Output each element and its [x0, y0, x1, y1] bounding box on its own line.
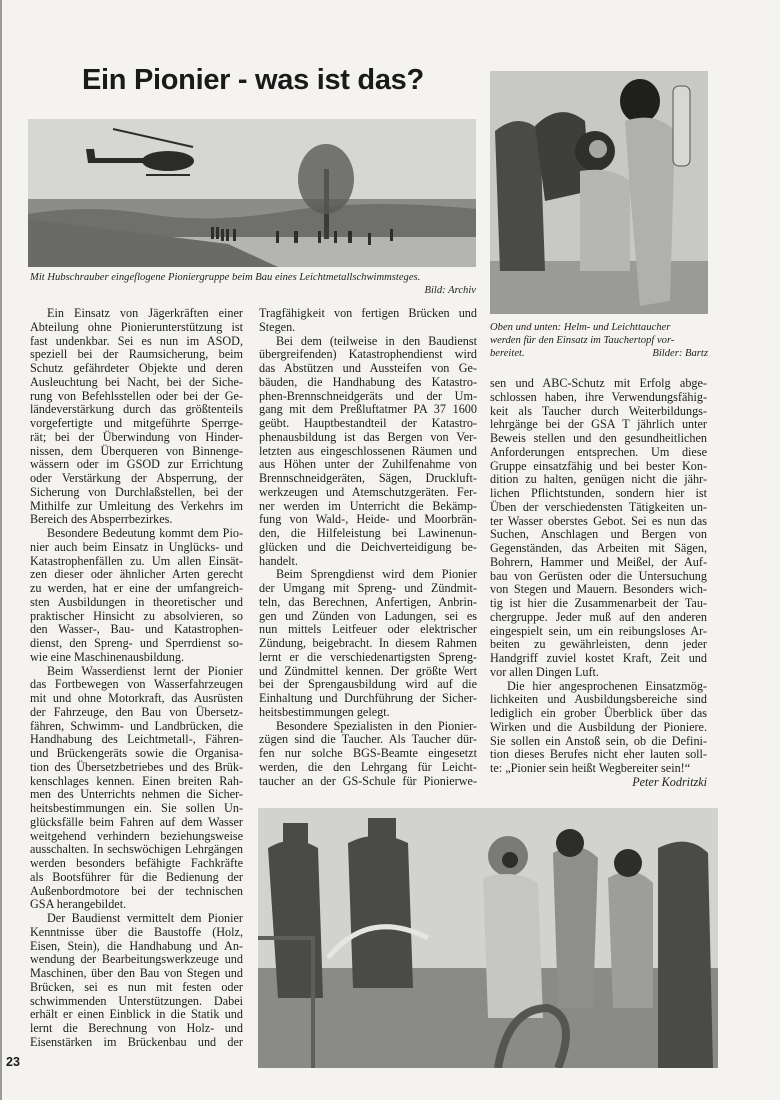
photo-credit: Bild: Archiv	[424, 285, 476, 297]
text-line: werden, die den Lehrgang für Leicht-	[259, 759, 477, 774]
text-line: Katastrophenfällen zu. Um allen Einsät-	[30, 553, 243, 568]
page-edge	[0, 0, 2, 1100]
text-line: das Fortbewegen von Wasserfahrzeugen	[30, 677, 243, 692]
text-line: bei der Sprengausbildung wird auf die	[259, 677, 477, 692]
text-line: keit als Taucher durch Weiterbildungs-	[490, 403, 707, 418]
text-line: zen dieser oder ähnlicher Arten gerecht	[30, 567, 243, 582]
text-line: wässern oder im GSOD zur Errichtung	[30, 457, 243, 472]
text-line: Mithilfe zur Umleitung des Verkehrs im	[30, 498, 243, 513]
caption-line-2: werden für den Einsatz im Tauchertopf vor-	[490, 335, 675, 347]
text-line: heitsbestimmungen ein. Sie sollen Un-	[30, 801, 243, 815]
text-line: Handgriff zuviel kostet Kraft, Zeit und	[490, 651, 707, 665]
text-line: ter Wasser oberstes Gebot. Sei es nun das	[490, 513, 707, 528]
text-line: Der Baudienst vermittelt dem Pionier	[47, 911, 243, 925]
text-line: Schutz gefährdeter Objekte und deren	[30, 361, 243, 375]
caption-line-1: Oben und unten: Helm- und Leichttaucher	[490, 322, 671, 333]
text-line: lernt er die verschiedenartigsten Spreng-	[259, 649, 477, 664]
text-line: Gegenständen, das Arbeiten mit Sägen,	[490, 541, 707, 555]
training-photo-icon	[258, 808, 718, 1068]
text-line: tion dieses Berufes nicht eher lauten soll-	[490, 747, 707, 762]
text-line: tig ist hier die Zusammenarbeit der Tau-	[490, 596, 707, 610]
text-line: Einhaltung und Durchführung der Sicher-	[259, 691, 477, 705]
text-line: lichkeiten und Ausbildungsbereiche sind	[490, 692, 707, 707]
text-line: kenschlages kennen. Einen breiten Rah-	[30, 773, 243, 788]
caption-line-3: bereitet.	[490, 348, 525, 360]
author-signature: Peter Kodritzki	[632, 774, 707, 789]
text-line: gang mit dem Preßluftatmer PA 37 1600	[259, 402, 477, 417]
text-line: lernt die Berechnung von Holz- und	[30, 1021, 243, 1035]
text-line: Gruppe einsatzfähig und bei bester Kon-	[490, 458, 707, 473]
text-line: aus Höhen unter der Zuhilfenahme von	[259, 457, 477, 472]
text-line: Wirken und die Ausbildung der Pioniere.	[490, 719, 707, 734]
text-line: geübt. Hauptbestandteil der Katastro-	[259, 416, 477, 430]
text-line: sten Ausbildungen in theoretischer und	[30, 594, 243, 609]
text-line: Bei dem (teilweise in den Baudienst	[276, 333, 477, 348]
text-line: oder Verstärkung der Absperrung, der	[30, 471, 243, 485]
text-line: fen nur solche BGS-Beamte eingesetzt	[259, 746, 477, 760]
text-line: glücksfälle beim Fahren auf dem Wasser	[30, 814, 243, 829]
text-line: lediglich ein grober Überblick über das	[490, 706, 707, 720]
text-line: taucher an der GS-Schule für Pionierwe-	[259, 773, 477, 788]
text-line: Kenntnisse über die Baustoffe (Holz,	[30, 924, 243, 939]
page-number: 23	[6, 1055, 20, 1069]
text-line: rung von Befehlsstellen oder bei der Ge-	[30, 388, 243, 403]
text-line: mit und ohne Motorkraft, das Ausrüsten	[30, 691, 243, 705]
text-line: Sicherung von Durchlaßstellen, bei der	[30, 484, 243, 499]
text-line: Suchen, Anschlagen und Bergen von	[490, 527, 707, 542]
caption-text: Mit Hubschrauber eingeflogene Pioniergruppe beim Bau eines Leichtmetallschwimmsteges.	[30, 272, 421, 283]
text-line: fung von Wald-, Heide- und Moorbrän-	[259, 512, 477, 527]
text-line: GSA herangebildet.	[30, 897, 127, 912]
text-line: Anforderungen entsprechen. Um diese	[490, 444, 707, 459]
text-line: heitsbestimmungen gelegt.	[259, 704, 390, 719]
text-line: werden besonders befähigte Fachkräfte	[30, 856, 243, 870]
text-line: als Bootsführer für die Bedienung der	[30, 869, 243, 884]
text-line: Ausleuchtung bei Nacht, bei der Siche-	[30, 374, 243, 389]
text-line: men des Unterrichts nehmen die Sicher-	[30, 787, 243, 802]
text-line: glücken und die Deichverteidigung be-	[259, 539, 477, 554]
text-line: Bohrern, Hammer und Meißel, der Auf-	[490, 554, 707, 569]
photo-caption-divers	[490, 321, 708, 361]
text-line: nissen, dem Überqueren von Binnenge-	[30, 443, 243, 458]
photo-helmet-diver	[490, 71, 708, 314]
text-line: fähren, Schwimm- und Landbrücken, die	[30, 718, 243, 733]
text-line: lichen Pflichtstunden, sondern hier ist	[490, 486, 707, 500]
text-line: gen und Zünden von Ladungen, sei es	[259, 608, 477, 623]
text-line: Tragfähigkeit von fertigen Brücken und	[259, 306, 477, 320]
photo-helicopter-river	[28, 119, 476, 267]
text-line: Brücken, sei es nun mit festen oder	[30, 979, 243, 994]
article-column-3	[490, 377, 707, 790]
text-line: der Fahrzeuge, den Bau von Übersetz-	[30, 704, 243, 719]
text-line: ner werden im Unterricht die Bekämp-	[259, 498, 477, 513]
text-line: ausschalten. In sechswöchigen Lehrgängen	[30, 842, 243, 857]
article-column-1	[30, 307, 243, 1050]
text-line: handelt.	[259, 553, 298, 568]
text-line: Beim Sprengdienst wird dem Pionier	[276, 567, 477, 582]
text-line: Außenbordmotore bei der technischen	[30, 883, 243, 898]
text-line: rät; bei der Überwindung von Hinder-	[30, 429, 243, 444]
text-line: bäuden, die Handhabung des Katastro-	[259, 374, 477, 389]
text-line: letzten aus eingeschlossenen Räumen und	[259, 443, 477, 458]
text-line: phen-Brennschneidgeräts und der Um-	[259, 388, 477, 403]
helicopter-photo-icon	[28, 119, 476, 267]
text-line: von Stegen und Mauern. Besonders wich-	[490, 582, 707, 597]
text-line: phenausbildung ist das Bergen von Ver-	[259, 429, 477, 444]
text-line: te: „Pionier sein heißt Wegbereiter sein!“	[490, 761, 691, 775]
text-line: Zündung, beigebracht. In diesem Rahmen	[259, 636, 477, 650]
text-line: nier auch beim Einsatz in Unglücks- und	[30, 539, 243, 554]
text-line: den Wasser-, Bau- und Katastrophen-	[30, 622, 243, 637]
text-line: wie eine Maschinenausbildung.	[30, 649, 184, 664]
text-line: beiten zu gewährleisten, denn jeder	[490, 637, 707, 652]
text-line: schlossen haben, ihre Verwendungsfähig-	[490, 389, 707, 404]
text-line: Stegen.	[259, 319, 296, 334]
text-line: das Abstützen und Aussteifen von Ge-	[259, 361, 477, 375]
text-line: teln, das Berechnen, Anfertigen, Anbrin-	[259, 594, 477, 609]
text-line: Beim Wasserdienst lernt der Pionier	[47, 663, 243, 678]
text-line: Bereich des Absperrbezirkes.	[30, 512, 173, 527]
text-line: Besondere Bedeutung kommt dem Pio-	[47, 526, 243, 540]
text-line: Abteilung ohne Pionierunterstützung ist	[30, 319, 243, 334]
text-line: nun mittels Leitfeuer oder elektrischer	[259, 622, 477, 637]
text-line: den, die Hilfeleistung bei Lawinenun-	[259, 526, 477, 540]
text-line: speziell bei der Raumsicherung, beim	[30, 347, 243, 362]
text-line: übergreifenden) Katastrophendienst wird	[259, 347, 477, 362]
photo-credit: Bilder: Bartz	[652, 348, 708, 360]
text-line: bau von Gerüsten oder die Untersuchung	[490, 568, 707, 583]
text-line: chergruppe. Jeder muß auf den anderen	[490, 609, 707, 624]
text-line: Die hier angesprochenen Einsatzmög-	[507, 678, 707, 693]
text-line: Ein Einsatz von Jägerkräften einer	[47, 306, 243, 320]
text-line: Brennschneidgeräten, Sägen, Druckluft-	[259, 471, 477, 485]
photo-caption-helicopter	[30, 271, 476, 297]
text-line: dienst, den Spreng- und Sperrdienst so-	[30, 636, 243, 650]
text-line: Besondere Spezialisten in den Pionier-	[276, 718, 477, 733]
text-line: und Brückengeräts sowie die Organisa-	[30, 746, 243, 760]
text-line: zu werden, hat er eine der umfangreich-	[30, 581, 243, 595]
text-line: erhält er einen Einblick in die Statik und	[30, 1007, 243, 1022]
text-line: vor allen Dingen Luft.	[490, 664, 599, 679]
article-column-2	[259, 307, 477, 788]
text-line: fast undenkbar. Sei es nun im ASOD,	[30, 333, 243, 348]
text-line: weitgehend verhindern beziehungsweise	[30, 828, 243, 843]
text-line: vorgefertigte und mitgeführte Sperrge-	[30, 416, 243, 430]
text-line: schwimmenden Unterstützungen. Dabei	[30, 993, 243, 1008]
text-line: zügen sind die Taucher. Als Taucher dür-	[259, 732, 477, 747]
text-line: und Zündmittel kennen. Der größte Wert	[259, 663, 477, 678]
text-line: wendung der Bearbeitungswerkzeuge und	[30, 952, 243, 967]
text-line: Eisenstärken im Brückenbau und der	[30, 1034, 243, 1049]
photo-divers-training	[258, 808, 718, 1068]
text-line: ländeverstärkung durch das größtenteils	[30, 402, 243, 417]
text-line: Handhabung des Leichtmetall-, Fähren-	[30, 732, 243, 747]
text-line: lehrgänge bei der GSA T jährlich unter	[490, 417, 707, 432]
text-line: sen und ABC-Schutz mit Erfolg abge-	[490, 376, 707, 390]
text-line: dition zu halten, genügen nicht die jähr-	[490, 472, 707, 487]
text-line: eingespielt sein, um ein reibungsloses Ar-	[490, 623, 707, 638]
text-line: Beweis stellen und den gesundheitlichen	[490, 431, 707, 445]
article-title: Ein Pionier - was ist das?	[82, 64, 424, 96]
text-line: der Umgang mit Spreng- und Zündmit-	[259, 581, 477, 595]
text-line: Üben der verschiedensten Tätigkeiten un-	[490, 499, 707, 514]
diver-photo-icon	[490, 71, 708, 314]
text-line: praktischer Hinsicht zu absolvieren, so	[30, 608, 243, 623]
text-line: tion des Übersetzbetriebes und des Brük-	[30, 759, 243, 774]
text-line: Eisen, Stein), die Handhabung und An-	[30, 938, 243, 953]
text-line: Maschinen, über den Bau von Stegen und	[30, 966, 243, 980]
text-line: werkzeugen und Atemschutzgeräten. Fer-	[259, 484, 477, 499]
text-line: Sie sollen ein Anstoß sein, ob die Defini-	[490, 733, 707, 748]
